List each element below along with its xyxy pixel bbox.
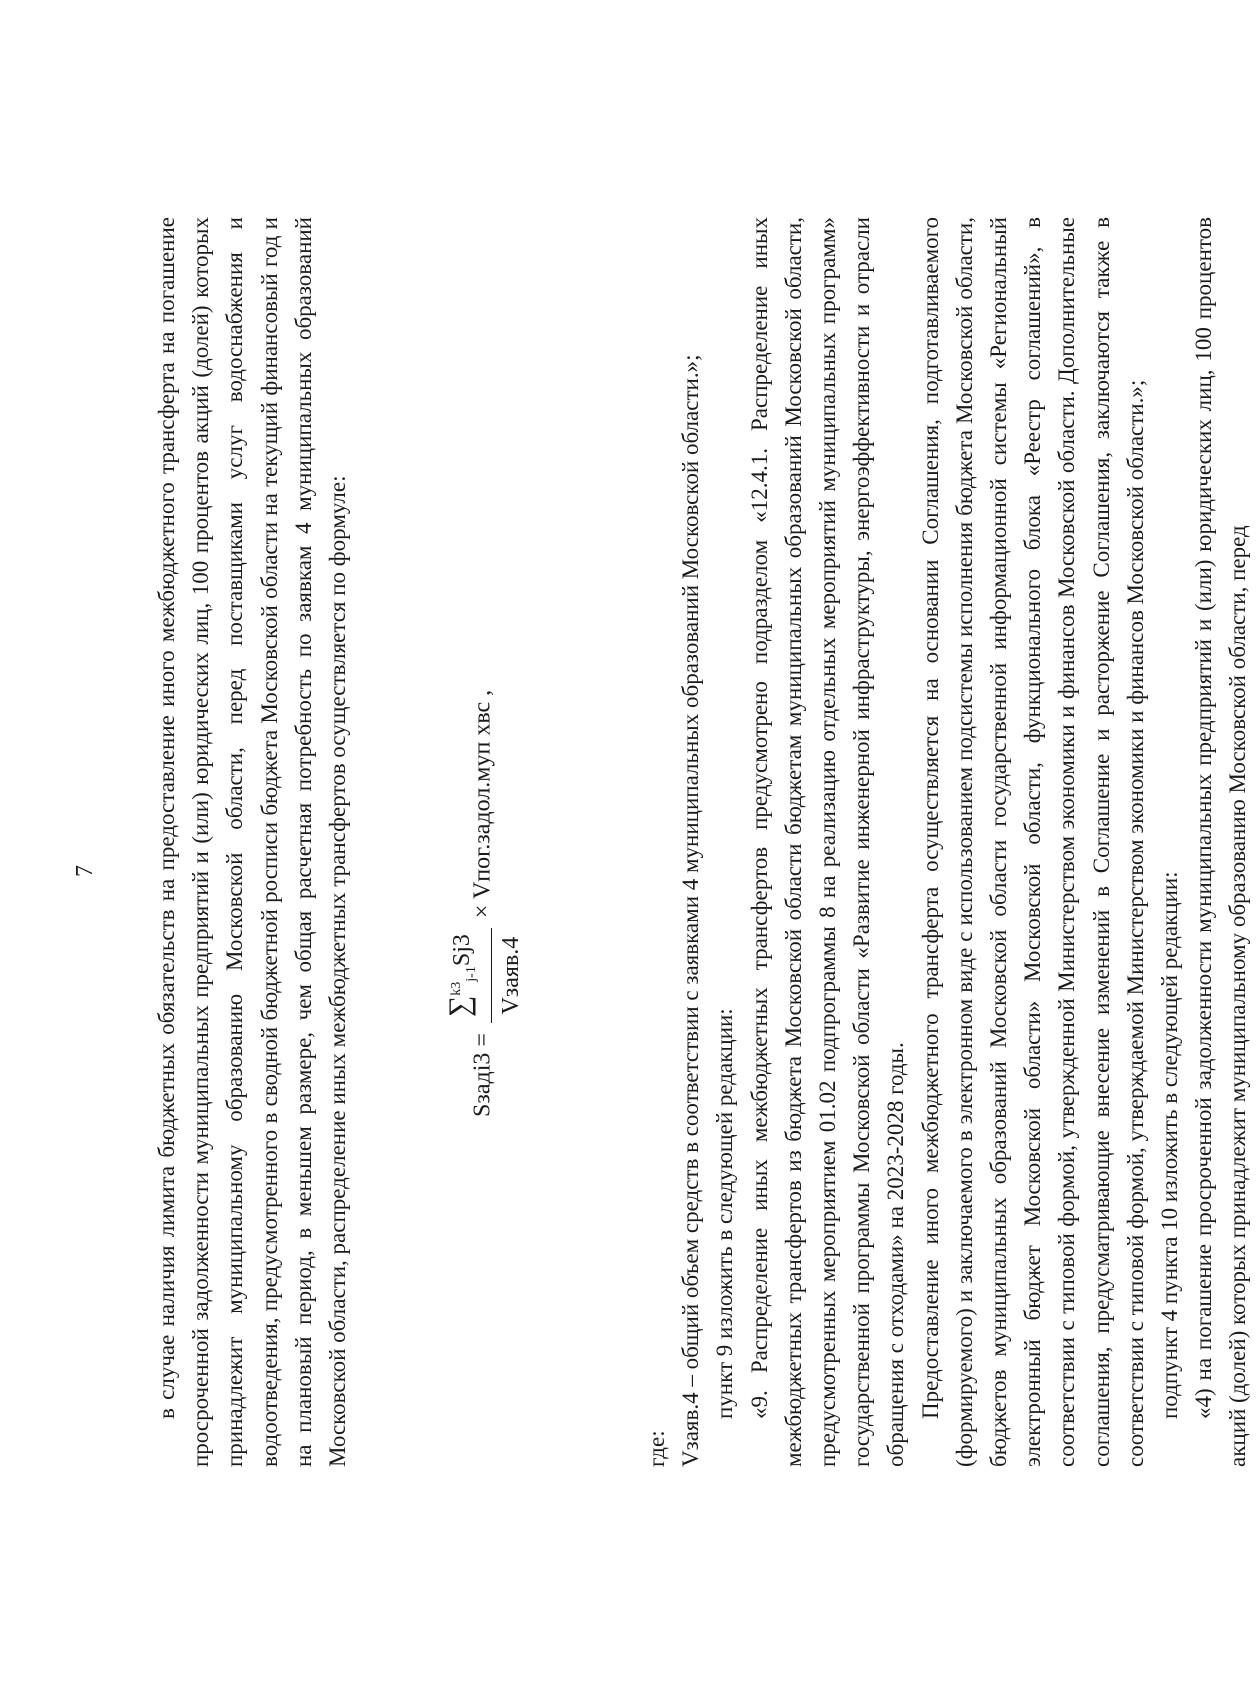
formula-rhs: × Vпог.задол.муп хвс , [469,689,496,919]
subitem4-intro: подпункт 4 пункта 10 изложить в следующей редакции: [1157,871,1183,1419]
page-number: 7 [72,865,98,877]
item9-intro: пункт 9 изложить в следующей редакции: [712,1008,738,1419]
formula-lhs: Sзадi3 = [469,1033,496,1117]
definition-line: Vзаяв.4 – общий объем средств в соответствии с заявками 4 муниципальных образований Московской области.»; [678,354,704,1467]
main-block [640,217,1256,1467]
item9-paragraph: «9. Распределение иных межбюджетных трансфертов предусмотрено подразделом «12.4.1. Распределение иных межбюджетных трансфертов из бюджета Московской области бюджетам муниципальных образований Московской области, предусмотренных мероприятием 01.02 подпрограммы 8 на реализацию отдельных мероприятий муниципальных программ» государственной программы Московской области «Развитие инженерной инфраструктуры, энергоэффективности и отрасли обращения с отходами» на 2023-2028 годы. [746,217,909,1467]
formula-fraction [440,928,528,1023]
distribution-formula [440,690,528,1117]
sum-term: Sj3 [449,934,475,967]
formula-numerator [440,928,492,1023]
formula-denominator: Vзаяв.4 [498,936,524,1015]
where-label: где: [644,1430,669,1467]
item9-paragraph-2: Предоставление иного межбюджетного трансферта осуществляется на основании Соглашения, подготавливаемого (формируемого) и заключаемого в электронном виде с использованием подсистемы исполнения бюджета Московской области, бюджетов муниципальных образований Московской области государственной информационной системы «Региональный электронный бюджет Московской области» Московской области, функционального блока «Реестр соглашений», в соответствии с типовой формой, утвержденной Министерством экономики и финансов Московской области. Дополнительные соглашения, предусматривающие внесение изменений в Соглашение и расторжение Соглашения, заключаются также в соответствии с типовой формой, утверждаемой Министерством экономики и финансов Московской области.»; [917,217,1148,1467]
sum-symbol: ∑ [443,995,476,1018]
sum-lower-limit: j-1 [463,966,479,982]
intro-block [150,217,355,1467]
sum-upper-limit: k3 [449,981,464,996]
intro-paragraph: в случае наличия лимита бюджетных обязательств на предоставление иного межбюджетного трансферта на погашение просроченной задолженности муниципальных предприятий и (или) юридических лиц, 100 процентов акций (долей) которых принадлежит муниципальному образованию Московской области, перед поставщиками услуг водоснабжения и водоотведения, предусмотренного в сводной бюджетной росписи бюджета Московской области на текущий финансовый год и на плановый период, в меньшем размере, чем общая расчетная потребность по заявкам 4 муниципальных образований Московской области, распределение иных межбюджетных трансфертов осуществляется по формуле: [154,217,351,1467]
subitem4-paragraph: «4) на погашение просроченной задолженности муниципальных предприятий и (или) юридических лиц, 100 процентов акций (долей) которых принадлежит муниципальному образованию Московской области, перед [1191,217,1251,1467]
